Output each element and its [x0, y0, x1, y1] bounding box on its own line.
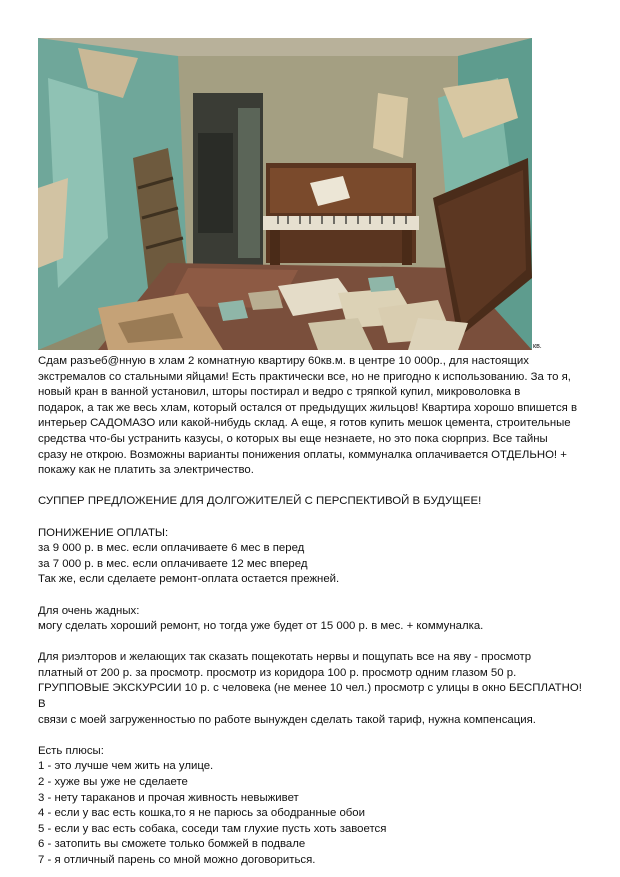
photo-caption: кв.: [533, 343, 542, 350]
plus-item: 4 - если у вас есть кошка,то я не парюсь за ободранные обои: [38, 807, 365, 820]
intro-line: покажу как не платить за электричество.: [38, 464, 254, 477]
plus-item: 3 - нету тараканов и прочая живность невыживет: [38, 791, 299, 804]
intro-line: новый кран в ванной установил, шторы постирал и ведро с тряпкой купил, микроволовка в: [38, 386, 521, 399]
plus-item: 7 - я отличный парень со мной можно договориться.: [38, 854, 316, 866]
headline: СУППЕР ПРЕДЛОЖЕНИЕ ДЛЯ ДОЛГОЖИТЕЛЕЙ С ПЕРСПЕКТИВОЙ В БУДУЩЕЕ!: [38, 495, 482, 508]
ad-text: [38, 354, 588, 869]
intro-line: интерьер САДОМАЗО или какой-нибудь склад. А еще, я готов купить мешок цемента, строительные: [38, 417, 571, 430]
plus-item: 5 - если у вас есть собака, соседи там глухие пусть хоть завоется: [38, 822, 387, 835]
intro-line: средства что-бы устранить казусы, о которых вы еще незнаете, но это пока сюрприз. Все тайны: [38, 432, 548, 445]
realtors-line: Для риэлторов и желающих так сказать пощекотать нервы и пощупать все на яву - просмотр: [38, 651, 532, 664]
intro-line: Сдам разъеб@нную в хлам 2 комнатную квартиру 60кв.м. в центре 10 000р., для настоящих: [38, 355, 529, 367]
discount-heading: ПОНИЖЕНИЕ ОПЛАТЫ:: [38, 526, 169, 539]
realtors-line: ГРУППОВЫЕ ЭКСКУРСИИ 10 р. с человека (не менее 10 чел.) просмотр с улицы в окно БЕСПЛАТНО! В: [38, 682, 582, 711]
greedy-heading: Для очень жадных:: [38, 604, 140, 617]
realtors-line: связи с моей загруженностью по работе вынужден сделать такой тариф, нужна компенсация.: [38, 713, 536, 726]
room-photo: [38, 38, 532, 350]
intro-line: экстремалов со стальными яйцами! Есть практически все, но не пригодно к использованию. За то я,: [38, 370, 571, 383]
plus-item: 2 - хуже вы уже не сделаете: [38, 776, 188, 789]
discount-line: Так же, если сделаете ремонт-оплата остается прежней.: [38, 573, 340, 586]
pluses-heading: Есть плюсы:: [38, 744, 104, 757]
realtors-line: платный от 200 р. за просмотр. просмотр из коридора 100 р. просмотр одним глазом 50 р.: [38, 666, 517, 679]
intro-line: сразу не открою. Возможны варианты понижения оплаты, коммуналка оплачивается ОТДЕЛЬНО! +: [38, 448, 567, 461]
discount-line: за 9 000 р. в мес. если оплачиваете 6 мес в перед: [38, 542, 305, 555]
discount-line: за 7 000 р. в мес. если оплачиваете 12 мес вперед: [38, 557, 308, 570]
intro-line: подарок, а так же весь хлам, который остался от предыдущих жильцов! Квартира хорошо впишется в: [38, 401, 578, 414]
greedy-line: могу сделать хороший ремонт, но тогда уже будет от 15 000 р. в мес. + коммуналка.: [38, 620, 484, 633]
plus-item: 6 - затопить вы сможете только бомжей в подвале: [38, 838, 306, 851]
plus-item: 1 - это лучше чем жить на улице.: [38, 760, 214, 773]
